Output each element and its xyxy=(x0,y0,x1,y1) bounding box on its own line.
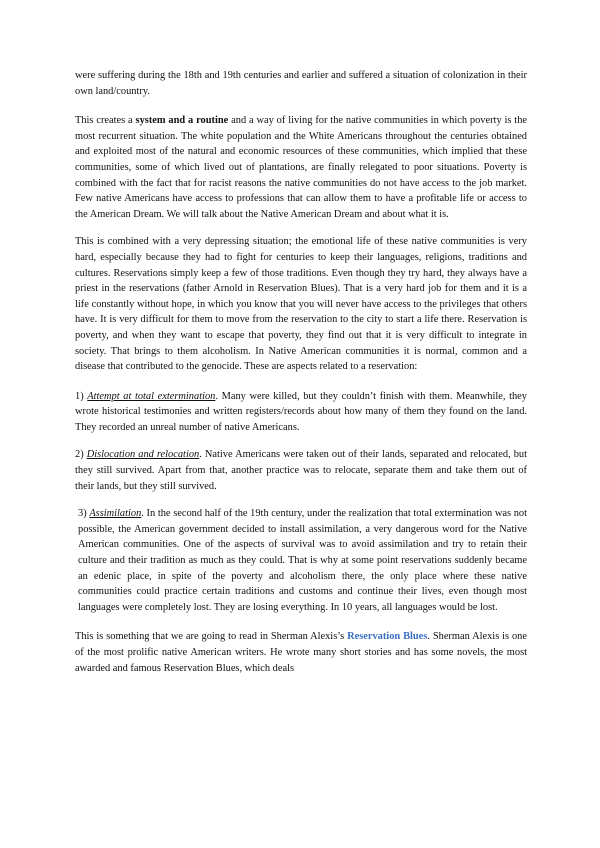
list-number: 2) xyxy=(75,449,87,461)
document-body xyxy=(75,68,527,676)
list-text: . Many were killed, but they couldn’t finish with them. Meanwhile, they wrote historical testimonies and written registers/records about how many of them they found on the land. They recorded an unreal number of native Americans. xyxy=(75,390,527,433)
list-number: 3) xyxy=(78,508,90,520)
list-text: . Native Americans were taken out of their lands, separated and relocated, but they still survived. Apart from that, another practice was to relocate, separate them and take them out of their lands, but they still survived. xyxy=(75,449,527,492)
paragraph-system-routine xyxy=(75,113,527,222)
reservation-blues-link[interactable]: Reservation Blues xyxy=(347,631,428,643)
text-lead: This creates a xyxy=(75,115,136,127)
list-item-dislocation xyxy=(75,447,527,494)
text-rest: . Sherman Alexis is one of the most prolific native American writers. He wrote many short stories and has some novels, the most awarded and famous Reservation Blues, which deals xyxy=(75,631,527,674)
list-item-assimilation xyxy=(75,506,527,615)
list-term: Assimilation xyxy=(89,508,142,520)
list-term: Dislocation and relocation xyxy=(86,449,200,461)
text-lead: This is something that we are going to read in Sherman Alexis’s xyxy=(75,631,348,643)
paragraph-reservation-blues xyxy=(75,629,527,676)
paragraph-colonization: were suffering during the 18th and 19th centuries and earlier and suffered a situation of colonization in their own land/country. xyxy=(75,70,527,97)
paragraph-depressing-situation: This is combined with a very depressing situation; the emotional life of these native communities is very hard, especially because they had to fight for centuries to keep their languages, religions, traditions and cultures. Reservations simply keep a few of those traditions. Even though they try hard, they always have a priest in the reservations (father Arnold in Reservation Blues). That is a very hard job for them and it is a life constantly without hope, in which you know that you will never have access to the privileges that others have. It is very difficult for them to move from the reservation to the city to start a life there. Reservation is poverty, and when they want to escape that poverty, they find out that it is very difficult to integrate in society. That brings to them alcoholism. In Native American communities it is normal, common and a disease that contributed to the genocide. These are aspects related to a reservation: xyxy=(75,236,527,373)
list-term: Attempt at total extermination xyxy=(87,390,216,402)
list-text: . In the second half of the 19th century, under the realization that total extermination was not possible, the American government decided to install assimilation, a very dangerous word for the Native American communities. One of the aspects of survival was to avoid assimilation and try to retain their culture and their tradition as much as they could. That is why at some point reservations suddenly became an edenic place, in spite of the poverty and alcoholism there, the only place where these native communities could practice certain traditions and customs and continue their lives, even though most languages were completely lost. They are losing everything. In 10 years, all languages would be lost. xyxy=(78,508,527,613)
list-number: 1) xyxy=(75,390,88,402)
text-rest: and a way of living for the native communities in which poverty is the most recurrent situation. The white population and the White Americans throughout the centuries obtained and exploited most of the natural and economic resources of these communities, which implied that these communities, some of which lived out of plantations, are finally relegated to poor situations. Poverty is combined with the fact that for racist reasons the native communities do not have access to the job market. Few native Americans have access to professions that can allow them to have a profitable life or access to the American Dream. We will talk about the Native American Dream and about what it is. xyxy=(75,115,528,220)
list-item-extermination xyxy=(75,389,527,436)
bold-phrase: system and a routine xyxy=(135,115,229,127)
